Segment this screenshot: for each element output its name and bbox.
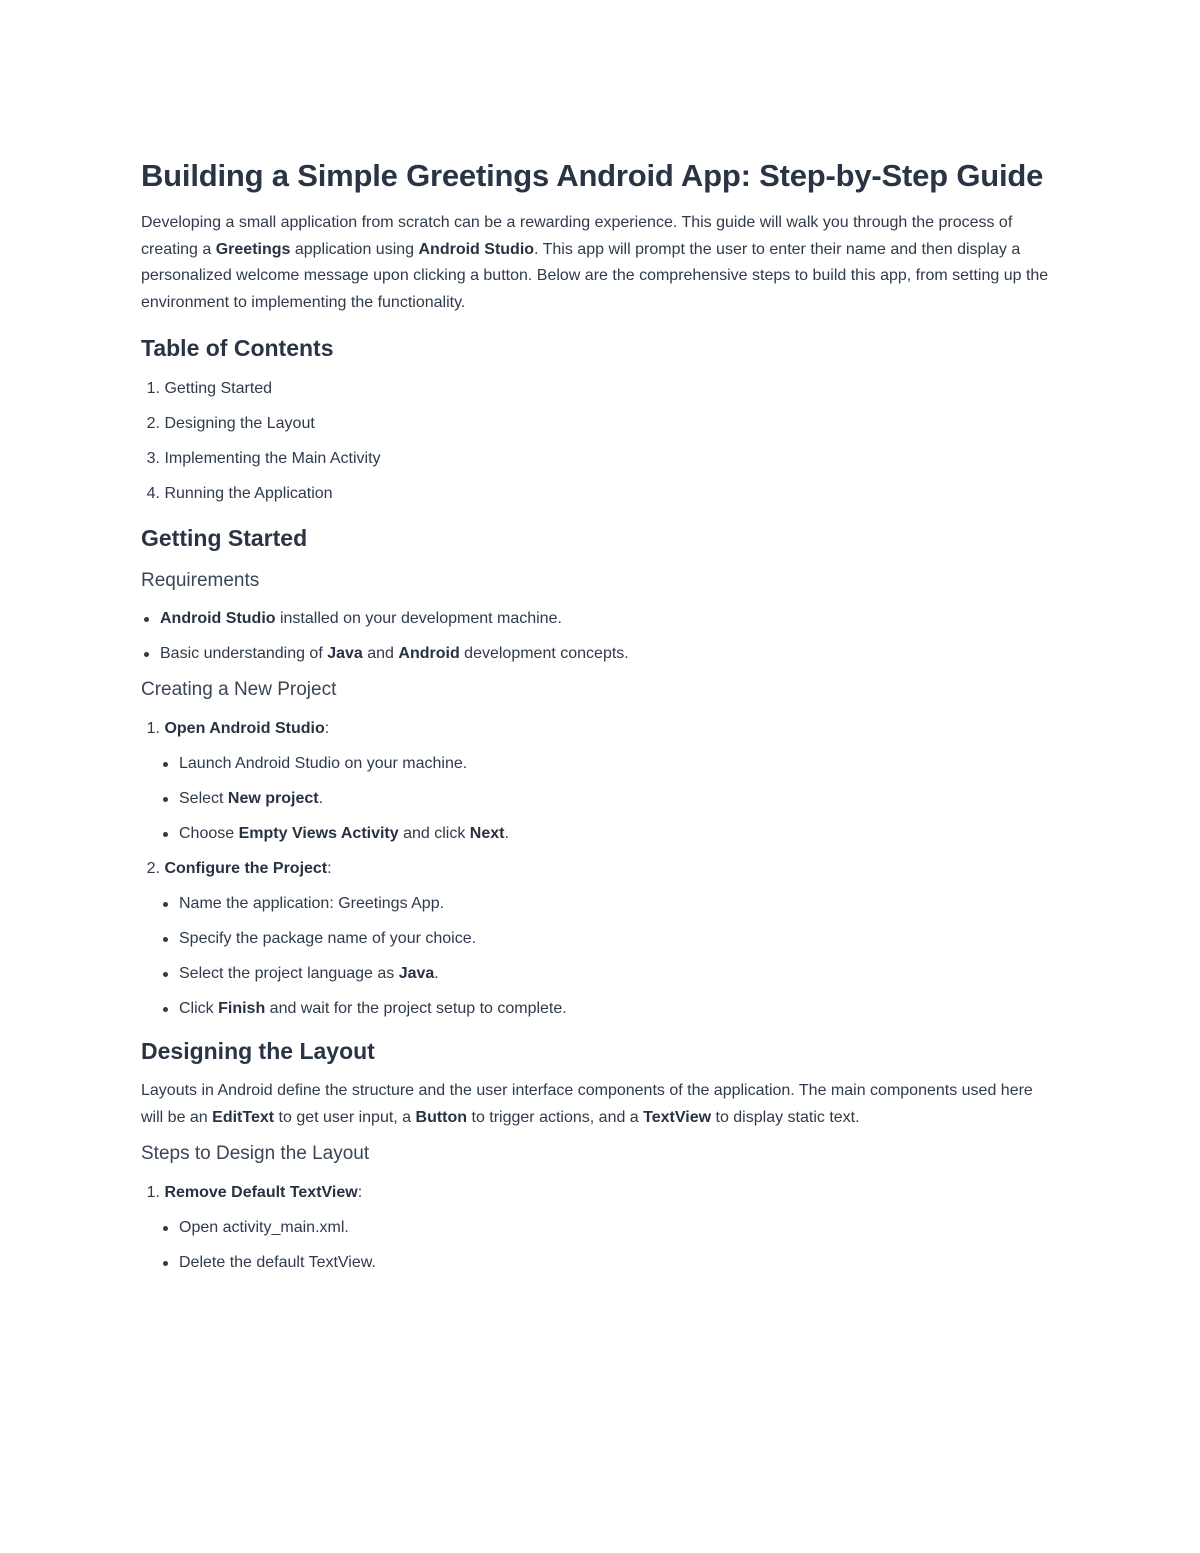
new-project-steps	[141, 718, 1059, 740]
step2-sublist	[141, 893, 1059, 1020]
list-item: Name the application: Greetings App.	[141, 893, 1059, 915]
step-item: 1. Open Android Studio:	[146, 720, 330, 737]
list-item: Android Studio installed on your development machine.	[141, 608, 1059, 630]
section-heading-getting-started: Getting Started	[141, 525, 308, 551]
toc-item[interactable]: 2. Designing the Layout	[146, 415, 315, 432]
toc-item[interactable]: 4. Running the Application	[146, 485, 333, 502]
list-item: Open activity_main.xml.	[141, 1217, 1059, 1239]
design-step1-sublist	[141, 1217, 1059, 1274]
design-steps	[141, 1182, 1059, 1204]
list-item: Click Finish and wait for the project setup to complete.	[141, 998, 1059, 1020]
step-item: 2. Configure the Project:	[146, 860, 332, 877]
list-item: Select the project language as Java.	[141, 963, 1059, 985]
list-item: Delete the default TextView.	[141, 1252, 1059, 1274]
document-page	[141, 155, 1059, 1274]
list-item: Basic understanding of Java and Android development concepts.	[141, 643, 1059, 665]
list-item: Choose Empty Views Activity and click Next.	[141, 823, 1059, 845]
section-heading-designing: Designing the Layout	[141, 1038, 375, 1064]
page-title: Building a Simple Greetings Android App: Step-by-Step Guide	[141, 158, 1044, 193]
subheading-design-steps: Steps to Design the Layout	[141, 1143, 370, 1164]
list-item: Select New project.	[141, 788, 1059, 810]
step-item: 1. Remove Default TextView:	[146, 1184, 363, 1201]
toc-item[interactable]: 3. Implementing the Main Activity	[146, 450, 381, 467]
designing-paragraph: Layouts in Android define the structure and the user interface components of the application. The main components used here will be an EditText to get user input, a Button to trigger actions, and a TextView to display static text.	[141, 1082, 1033, 1126]
intro-paragraph: Developing a small application from scratch can be a rewarding experience. This guide will walk you through the process of creating a Greetings application using Android Studio. This app will prompt the user to enter their name and then display a personalized welcome message upon clicking a button. Below are the comprehensive steps to build this app, from setting up the environment to implementing the functionality.	[141, 214, 1049, 311]
subheading-requirements: Requirements	[141, 570, 260, 591]
new-project-steps-2	[141, 858, 1059, 880]
step1-sublist	[141, 753, 1059, 845]
requirements-list	[141, 608, 1059, 665]
list-item: Launch Android Studio on your machine.	[141, 753, 1059, 775]
subheading-new-project: Creating a New Project	[141, 679, 337, 700]
list-item: Specify the package name of your choice.	[141, 928, 1059, 950]
toc-list	[141, 378, 1059, 505]
toc-heading: Table of Contents	[141, 335, 334, 361]
toc-item[interactable]: 1. Getting Started	[146, 380, 273, 397]
